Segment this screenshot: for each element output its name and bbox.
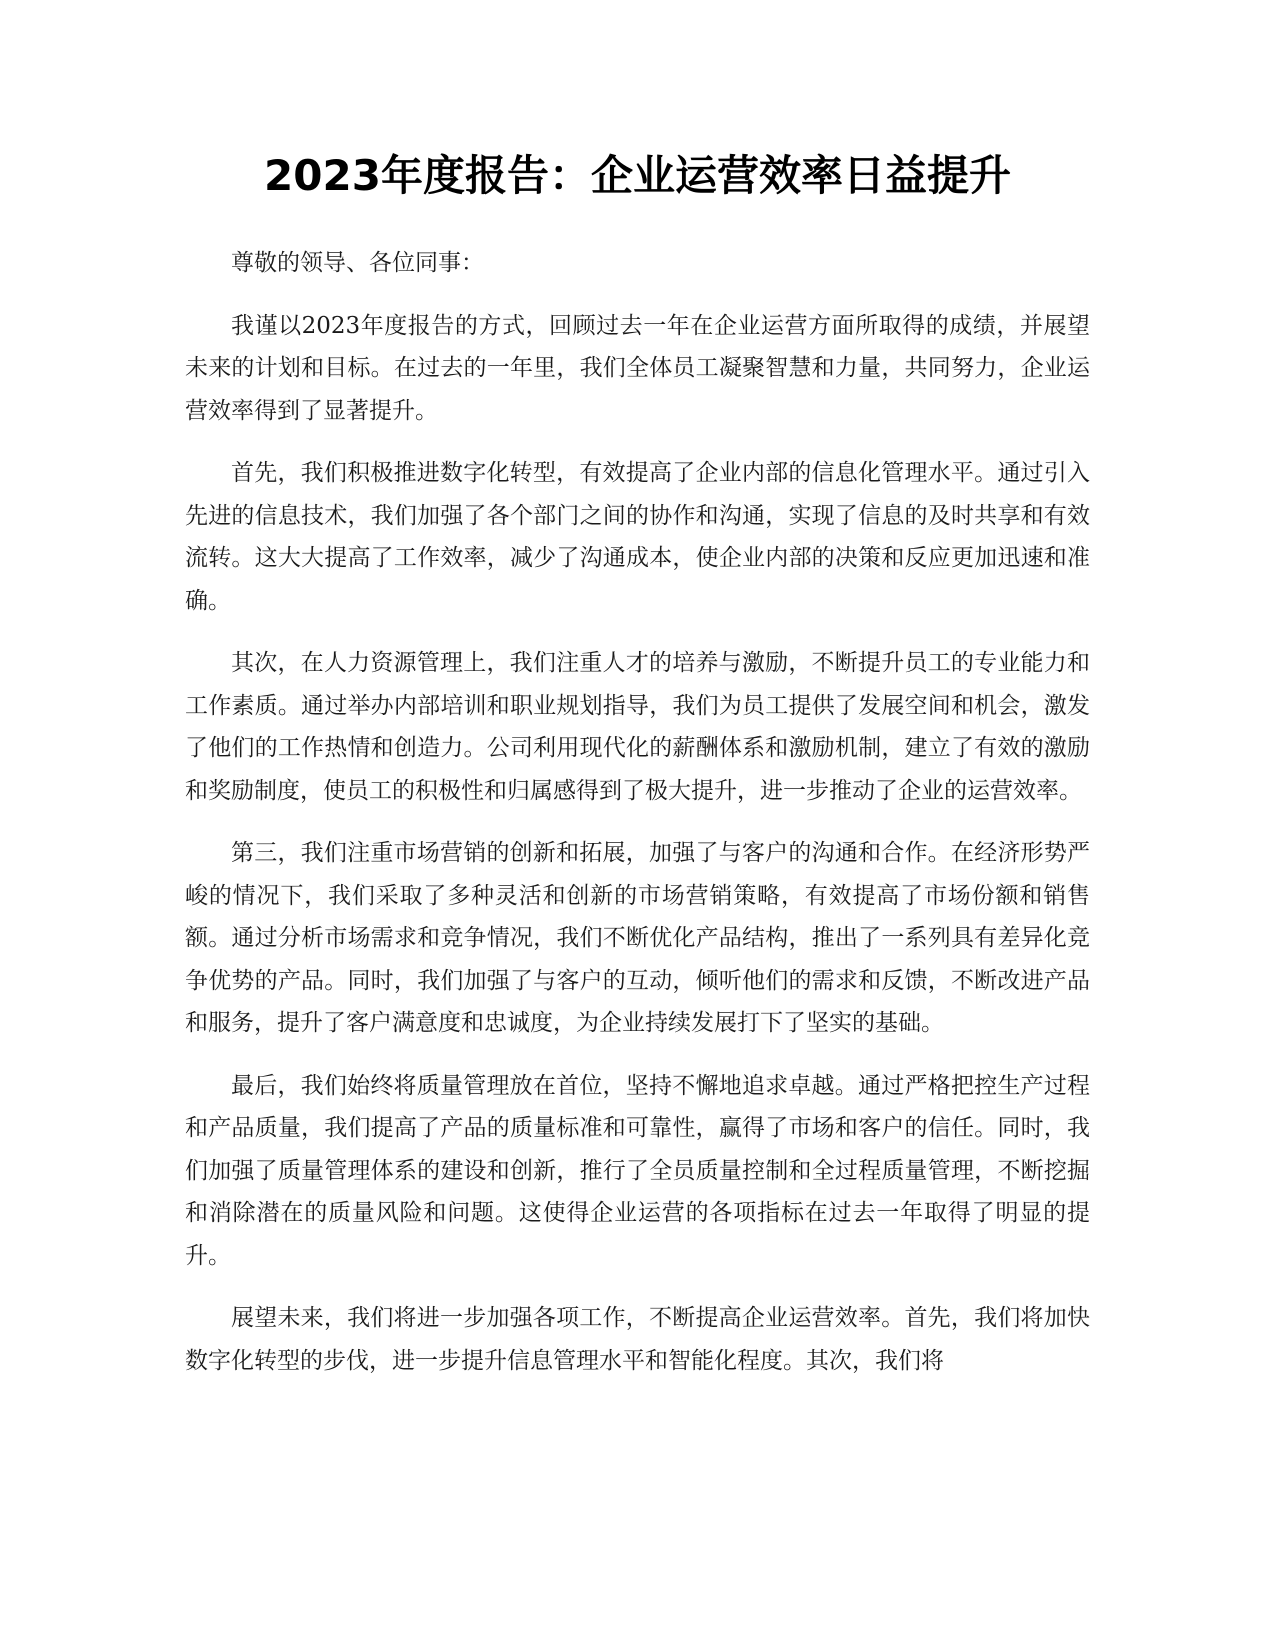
marketing-paragraph: 第三，我们注重市场营销的创新和拓展，加强了与客户的沟通和合作。在经济形势严峻的情况下，我们采取了多种灵活和创新的市场营销策略，有效提高了市场份额和销售额。通过分析市场需求和竞争情况，我们不断优化产品结构，推出了一系列具有差异化竞争优势的产品。同时，我们加强了与客户的互动，倾听他们的需求和反馈，不断改进产品和服务，提升了客户满意度和忠诚度，为企业持续发展打下了坚实的基础。 <box>185 840 1090 1036</box>
intro-paragraph: 我谨以2023年度报告的方式，回顾过去一年在企业运营方面所取得的成绩，并展望未来的计划和目标。在过去的一年里，我们全体员工凝聚智慧和力量，共同努力，企业运营效率得到了显著提升。 <box>185 312 1090 424</box>
quality-management-paragraph: 最后，我们始终将质量管理放在首位，坚持不懈地追求卓越。通过严格把控生产过程和产品质量，我们提高了产品的质量标准和可靠性，赢得了市场和客户的信任。同时，我们加强了质量管理体系的建设和创新，推行了全员质量控制和全过程质量管理，不断挖掘和消除潜在的质量风险和问题。这使得企业运营的各项指标在过去一年取得了明显的提升。 <box>185 1072 1090 1269</box>
document-body <box>185 242 1090 1402</box>
outlook-paragraph: 展望未来，我们将进一步加强各项工作，不断提高企业运营效率。首先，我们将加快数字化转型的步伐，进一步提升信息管理水平和智能化程度。其次，我们将 <box>185 1305 1090 1374</box>
digital-transformation-paragraph: 首先，我们积极推进数字化转型，有效提高了企业内部的信息化管理水平。通过引入先进的信息技术，我们加强了各个部门之间的协作和沟通，实现了信息的及时共享和有效流转。这大大提高了工作效率，减少了沟通成本，使企业内部的决策和反应更加迅速和准确。 <box>185 460 1090 614</box>
human-resources-paragraph: 其次，在人力资源管理上，我们注重人才的培养与激励，不断提升员工的专业能力和工作素质。通过举办内部培训和职业规划指导，我们为员工提供了发展空间和机会，激发了他们的工作热情和创造力。公司利用现代化的薪酬体系和激励机制，建立了有效的激励和奖励制度，使员工的积极性和归属感得到了极大提升，进一步推动了企业的运营效率。 <box>185 650 1090 804</box>
document-title: 2023年度报告：企业运营效率日益提升 <box>264 151 1011 200</box>
salutation-paragraph: 尊敬的领导、各位同事： <box>231 250 484 276</box>
